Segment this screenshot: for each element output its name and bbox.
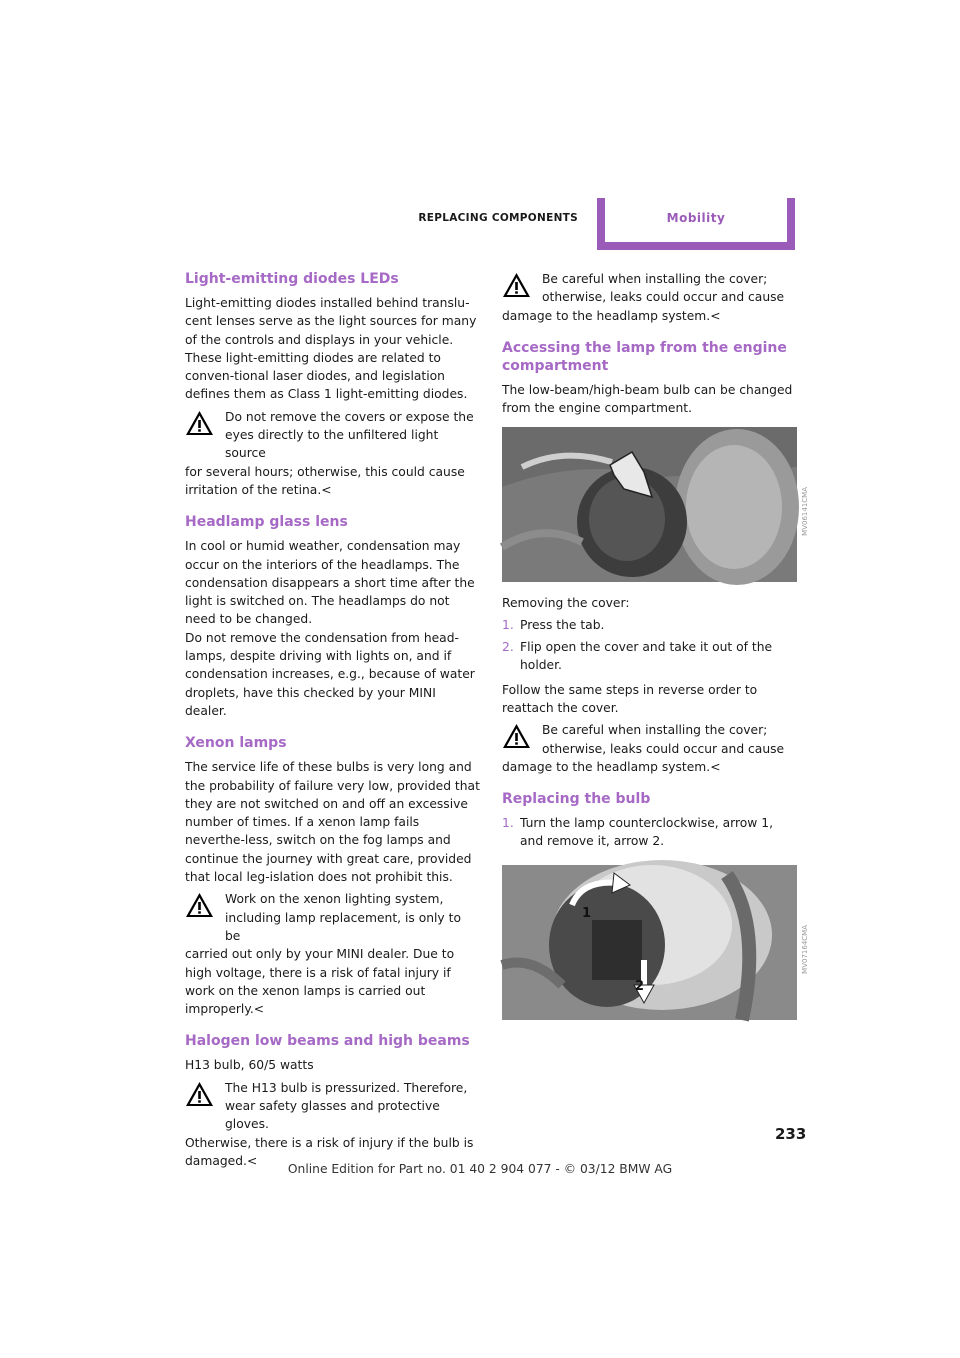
reattach-paragraph: Follow the same steps in reverse order to reattach the cover. [502, 682, 758, 715]
halogen-warning [185, 1079, 480, 1170]
removal-steps [502, 616, 797, 675]
left-column [185, 270, 480, 1170]
bulb-replacement-illustration [502, 865, 797, 1020]
warning-icon [502, 272, 531, 298]
page-number: 233 [775, 1125, 807, 1143]
cover-warning-text-a: Be careful when installing the cover; otherwise, leaks could occur and cause [542, 272, 785, 305]
chapter-tab-label: Mobility [605, 198, 787, 242]
led-warning [185, 408, 480, 499]
arrow-label-1: 1 [582, 905, 592, 921]
cover-warning-2-text-a: Be careful when installing the cover; otherwise, leaks could occur and cause [542, 723, 785, 756]
bulb-replacement-photo [502, 865, 809, 1020]
footer-edition: Online Edition for Part no. 01 40 2 904 077 - © 03/12 BMW AG [287, 1162, 673, 1176]
lens-heading: Headlamp glass lens [185, 514, 348, 531]
cover-warning-2 [502, 721, 797, 776]
figure-code-1: MV06141CMA [801, 487, 809, 537]
engine-paragraph: The low-beam/high-beam bulb can be changed from the engine compartment. [502, 382, 793, 416]
xenon-heading: Xenon lamps [185, 735, 287, 752]
lens-paragraph-1: In cool or humid weather, condensation may occur on the interiors of the headlamps. The condensation disappears a short time after the light is switched on. The headlamps do not need to be changed. [185, 539, 475, 627]
led-paragraph: Light-emitting diodes installed behind translu-cent lenses serve as the light sources for many of the controls and displays in your vehicle. These light-emitting diodes are related to conven-tional laser diodes, and legislation defines them as Class 1 light-emitting diodes. [185, 296, 477, 402]
step-item: 1. Press the tab. [502, 617, 605, 632]
warning-icon [185, 410, 214, 436]
halogen-paragraph: H13 bulb, 60/5 watts [185, 1058, 314, 1073]
halogen-heading: Halogen low beams and high beams [185, 1033, 470, 1050]
warning-icon [185, 892, 214, 918]
cover-warning-text-b: damage to the headlamp system.< [502, 308, 721, 323]
lens-paragraph-2: Do not remove the condensation from head-lamps, despite driving with lights on, and if condensation increases, e.g., because of water droplets, have this checked by your MINI dealer. [185, 630, 475, 718]
xenon-warning-text-b: carried out only by your MINI dealer. Due to high voltage, there is a risk of fatal injury if work on the xenon lamps is carried out improperly.< [185, 947, 455, 1017]
xenon-warning-text-a: Work on the xenon lighting system, including lamp replacement, is only to be [225, 892, 461, 943]
headlamp-cover-illustration [502, 427, 797, 582]
warning-icon [502, 723, 531, 749]
chapter-tab [597, 198, 795, 250]
figure-code-2: MV07164CMA [801, 924, 809, 974]
bulb-heading: Replacing the bulb [502, 791, 651, 808]
section-title: REPLACING COMPONENTS [418, 212, 578, 224]
engine-heading: Accessing the lamp from the engine compartment [502, 339, 787, 374]
xenon-paragraph: The service life of these bulbs is very long and the probability of failure very low, provided that they are not switched on and off an excessive number of times. If a xenon lamp fails neverthe-less, switch on the fog lamps and continue the journey with great care, provided that local leg-islation does not prohibit this. [185, 760, 480, 885]
cover-warning [502, 270, 797, 325]
arrow-label-2: 2 [635, 978, 645, 994]
removing-label: Removing the cover: [502, 596, 630, 611]
bulb-steps [502, 814, 797, 851]
cover-warning-2-text-b: damage to the headlamp system.< [502, 759, 721, 774]
led-warning-text-b: for several hours; otherwise, this could cause irritation of the retina.< [185, 464, 465, 497]
halogen-warning-text-a: The H13 bulb is pressurized. Therefore, wear safety glasses and protective gloves. [225, 1080, 468, 1132]
step-item: 2. Flip open the cover and take it out of the holder. [502, 640, 773, 673]
xenon-warning [185, 890, 480, 1018]
right-column [502, 270, 809, 1032]
headlamp-cover-photo [502, 427, 809, 582]
led-warning-text-a: Do not remove the covers or expose the eyes directly to the unfiltered light source [225, 409, 474, 461]
step-item: 1. Turn the lamp counterclockwise, arrow 1, and remove it, arrow 2. [502, 816, 773, 849]
halogen-warning-text-b: Otherwise, there is a risk of injury if the bulb is damaged.< [185, 1135, 474, 1168]
warning-icon [185, 1081, 214, 1107]
led-heading: Light-emitting diodes LEDs [185, 271, 399, 287]
